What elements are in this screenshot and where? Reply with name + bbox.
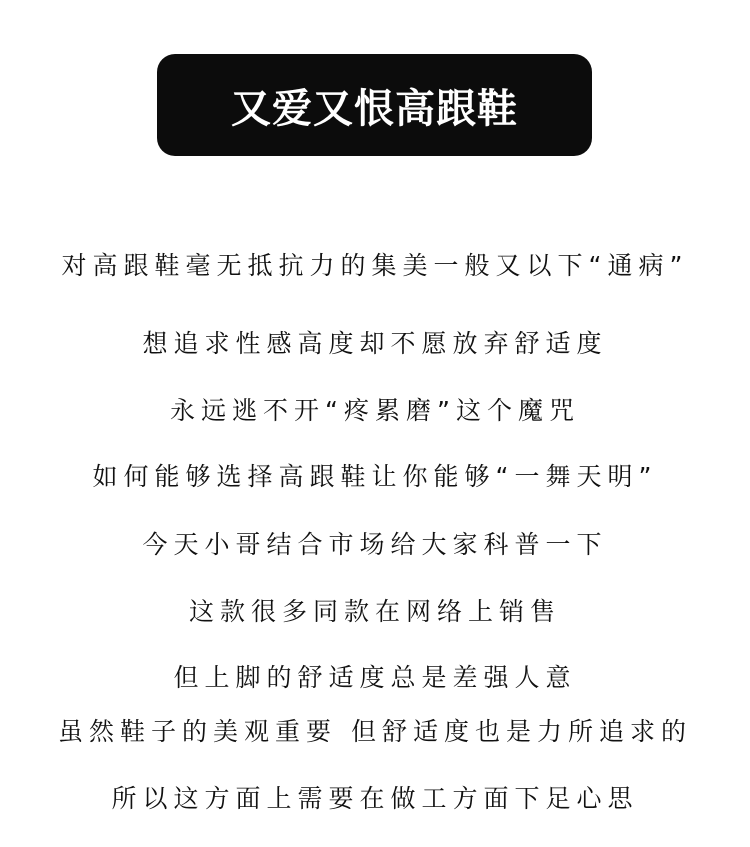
body-line-9: 所以这方面上需要在做工方面下足心思: [111, 784, 639, 813]
body-line-3: 永远逃不开“疼累磨”这个魔咒: [170, 396, 580, 425]
body-line-5: 今天小哥结合市场给大家科普一下: [142, 530, 608, 559]
title-banner: [157, 54, 592, 156]
body-line-1: 对高跟鞋毫无抵抗力的集美一般又以下“通病”: [61, 251, 689, 280]
page-title: 又爱又恨高跟鞋: [231, 85, 518, 132]
body-line-6: 这款很多同款在网络上销售: [188, 597, 561, 626]
body-line-4: 如何能够选择高跟鞋让你能够“一舞天明”: [92, 462, 658, 491]
body-line-2: 想追求性感高度却不愿放弃舒适度: [142, 329, 608, 358]
body-line-7: 但上脚的舒适度总是差强人意: [173, 663, 577, 692]
body-line-8: 虽然鞋子的美观重要 但舒适度也是力所追求的: [58, 717, 692, 746]
